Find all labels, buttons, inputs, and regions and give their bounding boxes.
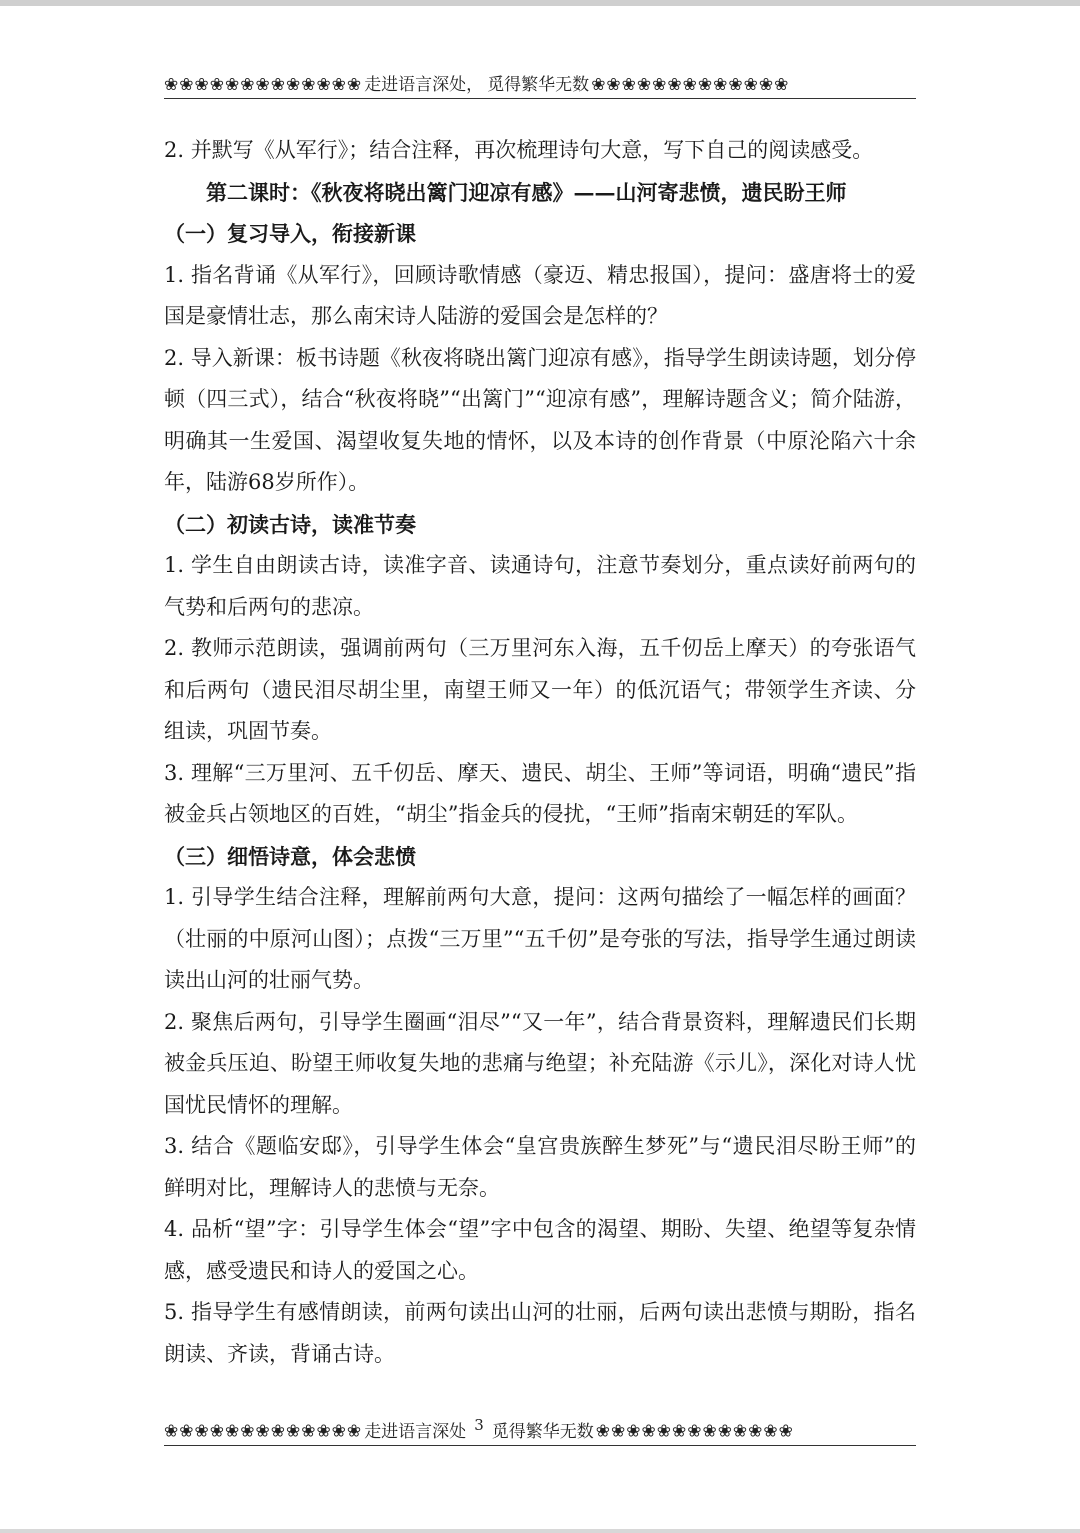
paragraph: 1. 引导学生结合注释，理解前两句大意，提问：这两句描绘了一幅怎样的画面？（壮丽的中原河山图）；点拨“三万里”“五千仞”是夸张的写法，指导学生通过朗读读出山河的壮丽气势。 xyxy=(164,885,916,992)
paragraph: 2. 导入新课：板书诗题《秋夜将晓出篱门迎凉有感》，指导学生朗读诗题，划分停顿（四三式），结合“秋夜将晓”“出篱门”“迎凉有感”，理解诗题含义；简介陆游，明确其一生爱国、渴望收复失地的情怀，以及本诗的创作背景（中原沦陷六十余年，陆游68岁所作）。 xyxy=(164,345,916,494)
paragraph: 1. 学生自由朗读古诗，读准字音、读通诗句，注意节奏划分，重点读好前两句的气势和后两句的悲凉。 xyxy=(164,553,916,619)
document-body xyxy=(164,130,916,1375)
footer-motto-left: 走进语言深处 xyxy=(364,1421,467,1442)
header-motto-right: 觅得繁华无数 xyxy=(487,75,590,95)
paragraph: 3. 结合《题临安邸》，引导学生体会“皇宫贵族醉生梦死”与“遗民泪尽盼王师”的鲜明对比，理解诗人的悲愤与无奈。 xyxy=(164,1134,916,1200)
header-flower-border-right: ❀❀❀❀❀❀❀❀❀❀❀❀❀ xyxy=(591,75,790,95)
paragraph: 4. 品析“望”字：引导学生体会“望”字中包含的渴望、期盼、失望、绝望等复杂情感，感受遗民和诗人的爱国之心。 xyxy=(164,1217,916,1283)
scan-top-edge xyxy=(0,0,1080,6)
paragraph: 2. 教师示范朗读，强调前两句（三万里河东入海，五千仞岳上摩天）的夸张语气和后两句（遗民泪尽胡尘里，南望王师又一年）的低沉语气；带领学生齐读、分组读，巩固节奏。 xyxy=(164,636,916,743)
paragraph: 3. 理解“三万里河、五千仞岳、摩天、遗民、胡尘、王师”等词语，明确“遗民”指被金兵占领地区的百姓，“胡尘”指金兵的侵扰，“王师”指南宋朝廷的军队。 xyxy=(164,760,916,826)
header-flower-border-left: ❀❀❀❀❀❀❀❀❀❀❀❀❀ xyxy=(164,75,363,95)
section-heading-close-reading: （三）细悟诗意，体会悲愤 xyxy=(164,843,416,869)
footer-flower-border-right: ❀❀❀❀❀❀❀❀❀❀❀❀❀ xyxy=(595,1421,794,1442)
section-heading-first-reading: （二）初读古诗，读准节奏 xyxy=(164,511,416,537)
page-header xyxy=(164,74,916,99)
header-motto-left: 走进语言深处， xyxy=(364,75,484,95)
footer-flower-border-left: ❀❀❀❀❀❀❀❀❀❀❀❀❀ xyxy=(164,1421,363,1442)
paragraph: 1. 指名背诵《从军行》，回顾诗歌情感（豪迈、精忠报国），提问：盛唐将士的爱国是豪情壮志，那么南宋诗人陆游的爱国会是怎样的？ xyxy=(164,262,916,328)
section-heading-review: （一）复习导入，衔接新课 xyxy=(164,221,416,246)
paragraph: 2. 聚焦后两句，引导学生圈画“泪尽”“又一年”，结合背景资料，理解遗民们长期被金兵压迫、盼望王师收复失地的悲痛与绝望；补充陆游《示儿》，深化对诗人忧国忧民情怀的理解。 xyxy=(164,1009,916,1117)
page-footer xyxy=(164,1414,916,1446)
paragraph: 5. 指导学生有感情朗读，前两句读出山河的壮丽，后两句读出悲愤与期盼，指名朗读、齐读，背诵古诗。 xyxy=(164,1300,916,1366)
footer-motto-right: 觅得繁华无数 xyxy=(491,1421,594,1442)
scan-bottom-edge xyxy=(0,1529,1080,1533)
page-number: 3 xyxy=(474,1416,484,1434)
lesson-title: 第二课时：《秋夜将晓出篱门迎凉有感》——山河寄悲愤，遗民盼王师 xyxy=(206,179,847,205)
homework-paragraph: 2. 并默写《从军行》；结合注释，再次梳理诗句大意，写下自己的阅读感受。 xyxy=(164,138,874,162)
